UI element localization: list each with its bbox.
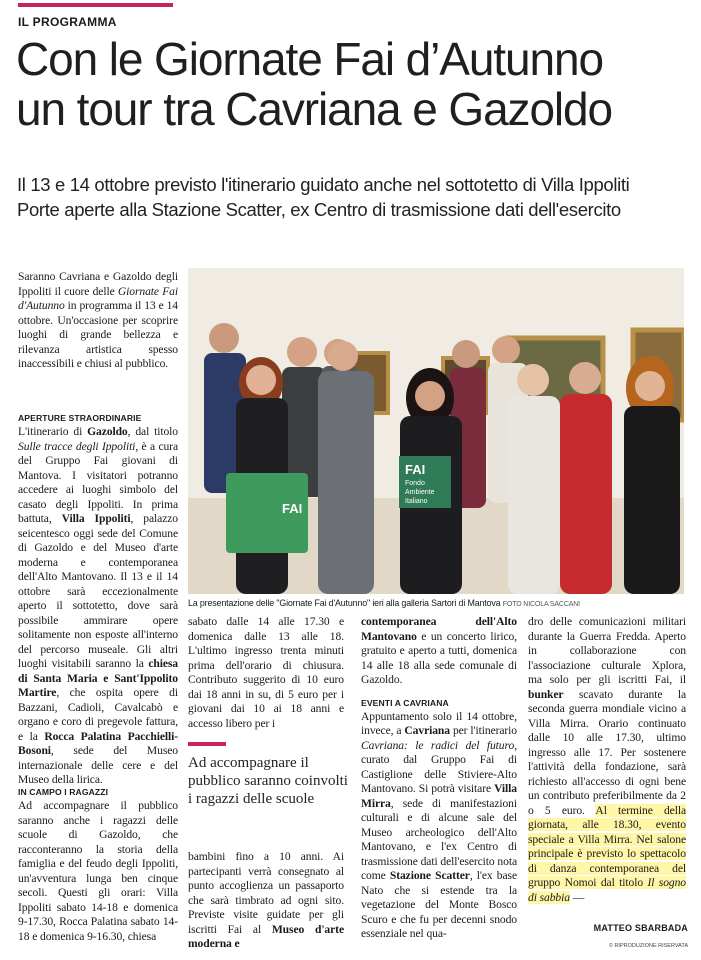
column-4 — [528, 615, 686, 905]
c3-e-bold: Stazione Scatter — [389, 869, 470, 882]
p1-b2: Villa Ippoliti — [61, 512, 131, 525]
section-heading-aperture: APERTURE STRAORDINARIE — [18, 413, 142, 423]
photo-credit: FOTO NICOLA SACCANI — [502, 601, 580, 608]
photo-caption — [188, 598, 688, 608]
column-3 — [361, 615, 517, 942]
subhead-line-2: Porte aperte alla Stazione Scatter, ex Centro di trasmissione dati dell'esercito — [17, 199, 621, 220]
group-photo-illustration — [188, 268, 684, 594]
column-2-top — [188, 615, 344, 731]
c4-end: — — [569, 890, 585, 904]
c3-a: e un concerto lirico, gratuito e aperto a tutti, domenica 14 alle 18 alla sede comunale di Gazoldo. — [361, 629, 517, 686]
subhead-line-1: Il 13 e 14 ottobre previsto l'itinerario guidato anche nel sottotetto di Villa Ippoliti — [17, 174, 630, 195]
p1-b1: Gazoldo — [87, 425, 128, 438]
p1-c: , dal titolo — [127, 425, 178, 438]
c3-b-bold: Cavriana — [404, 724, 450, 737]
sign-line-3: Ambiente — [405, 489, 435, 496]
p1-d: , è a cura del Gruppo Fai giovani di Mantova. I visitatori potranno accedere ai luoghi simbolo del casato degli Ippoliti. In prima battuta, — [18, 439, 178, 525]
intro-text-b: in programma il 13 e 14 ottobre. Un'occasione per scoprire luoghi di grande bellezza e rilevanza artistica spesso inaccessibili e chiusi al pubblico. — [18, 299, 178, 370]
section-kicker: IL PROGRAMMA — [18, 15, 117, 29]
c4-hl: Al termine della giornata, alle 18.30, evento speciale a Villa Mirra. Nel salone principale è previsto lo spettacolo di danza contemporanea del gruppo Nomoi dal titolo — [528, 803, 686, 889]
c3-d: , curato dal Gruppo Fai di Castiglione delle Stiviere-Alto Mantovano. Si potrà visitare — [361, 738, 517, 795]
headline-line-2: un tour tra Cavriana e Gazoldo — [16, 83, 613, 135]
section-heading-cavriana: EVENTI A CAVRIANA — [361, 697, 449, 708]
p1-i1: Sulle tracce degli Ippoliti — [18, 439, 136, 453]
c3-d-bold: Villa Mirra — [361, 782, 517, 810]
column-1-body — [18, 403, 178, 788]
c3-b: Appuntamento solo il 14 ottobre, invece, a — [361, 709, 517, 737]
column-1-ragazzi — [18, 786, 178, 944]
c2-a-text: sabato dalle 14 alle 17.30 e domenica dalle 13 alle 18. L'ultimo ingresso trenta minuti prima dell'orario di chiusura. Contributo suggerito di 10 euro dai 18 anni in su, di 5 euro per i giovani dai 10 ai 18 anni e accesso libero per i — [188, 615, 344, 730]
c4-a-bold: bunker — [528, 687, 564, 701]
p1-e: , palazzo seicentesco oggi sede del Comune di Gazoldo e del Museo d'arte moderna e contemporanea dell'Alto Mantovano. Il 13 e il 14 ottobre sarà eccezionalmente aperto il sottotetto, dove sarà possibile ammirare opere solitamente non esposte all'interno del percorso museale. Gli altri luoghi visitabili saranno la — [18, 512, 178, 670]
intro-italic: Giornate Fai d'Autunno — [18, 284, 178, 312]
p1-b4: Rocca Palatina Pacchielli-Bosoni — [18, 729, 178, 757]
c4-hl-italic: Il sogno di sabbia — [528, 876, 686, 904]
sign-fai: FAI — [405, 462, 426, 477]
bag-logo-text: FAI — [282, 501, 303, 516]
p1-f: , che ospita opere di Bazzani, Cadioli, Cavalcabò e organo e coro di pregevole fattura, e la — [18, 686, 178, 743]
group-photo — [188, 268, 684, 594]
caption-text: La presentazione delle "Giornate Fai d'Autunno" ieri alla galleria Sartori di Mantova — [188, 598, 501, 608]
c3-e: , sede di manifestazioni culturali e di alcune sale del Museo archeologico dell'Alto Mantovano, e l'ex Centro di trasmissione dati dell'esercito nota come — [361, 796, 517, 882]
c3-bold-1: contemporanea dell'Alto Mantovano — [361, 615, 517, 643]
sign-line-4: Italiano — [405, 498, 428, 505]
subheadline — [17, 172, 697, 222]
highlighted-text — [528, 804, 686, 904]
c3-f: , l'ex base Nato che si estende tra la vegetazione del Monte Bosco Scuro e che fu per decenni snodo essenziale nel qua- — [361, 869, 517, 940]
sign-line-2: Fondo — [405, 480, 425, 487]
intro-paragraph — [18, 270, 178, 372]
c2-b-text: bambini fino a 10 anni. Ai partecipanti verrà consegnato al punto accoglienza un passaporto che sarà timbrato ad ogni sito. Previste visite guidate per gli iscritti Fai al — [188, 850, 344, 936]
c4-b: scavato durante la seconda guerra mondiale vicino a Villa Mirra. Orario continuato dalle 10 alle 17.30, ultimo ingresso alle 17. Per sostenere l'attività della fondazione, sarà richiesto all'accesso di ogni bene un contributo preferibilmente da 2 o 5 euro. — [528, 687, 686, 817]
headline — [16, 34, 696, 134]
c3-c-italic: Cavriana: le radici del futuro — [361, 738, 515, 752]
c2-b-bold: Museo d'arte moderna e — [188, 922, 344, 950]
section-heading-ragazzi: IN CAMPO I RAGAZZI — [18, 787, 109, 797]
rights-notice: © RIPRODUZIONE RISERVATA — [608, 943, 688, 949]
p1-a: L'itinerario di — [18, 425, 88, 438]
pull-quote-bar — [188, 742, 226, 746]
headline-line-1: Con le Giornate Fai d’Autunno — [16, 33, 603, 85]
intro-text-a: Saranno Cavriana e Gazoldo degli Ippoliti il cuore delle — [18, 270, 178, 298]
p1-g: , sede del Museo internazionale delle cere e del Museo della lirica. — [18, 744, 178, 786]
byline: MATTEO SBARBADA — [593, 923, 688, 933]
c3-c: per l'itinerario — [449, 724, 517, 737]
p2-text: Ad accompagnare il pubblico saranno anche i ragazzi delle scuole di Gazoldo, che racconteranno la storia della famiglia e del feudo degli Ippoliti, un'avventura lunga ben cinque secoli. Questi gli orari: Villa Ippoliti sabato 14-18 e domenica 9-17.30, Rocca Palatina sabato 14-18 e domenica 9-16.30, chiesa — [18, 799, 178, 943]
accent-bar — [18, 3, 173, 7]
p1-b3: chiesa di Santa Maria e Sant'Ippolito Martire — [18, 657, 178, 699]
column-2-bottom — [188, 850, 344, 952]
c4-a: dro delle comunicazioni militari durante la Guerra Fredda. Aperto in collaborazione con l'associazione culturale Xplora, ma solo per gli iscritti Fai, il — [528, 615, 686, 686]
pull-quote: Ad accompagnare il pubblico saranno coinvolti i ragazzi delle scuole — [188, 755, 348, 807]
